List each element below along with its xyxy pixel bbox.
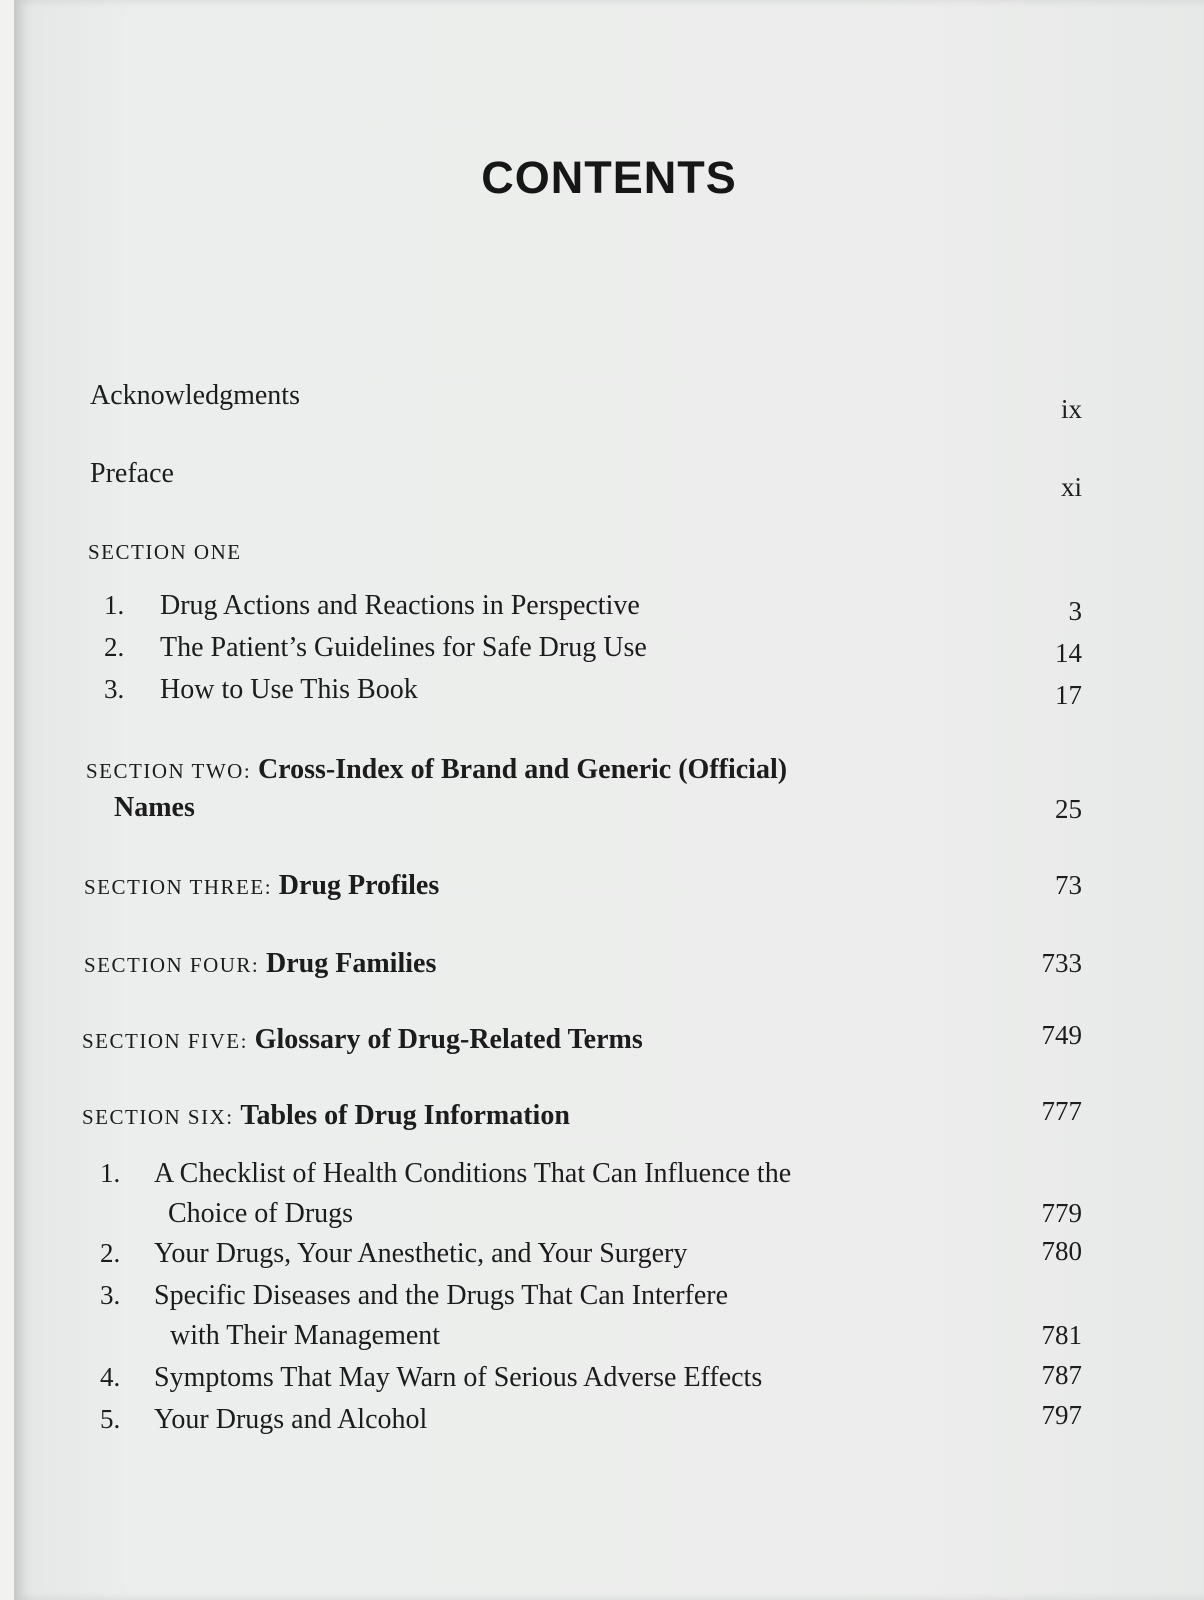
section-heading	[14, 1096, 1204, 1140]
toc-entry-label: Symptoms That May Warn of Serious Adverse Effects	[154, 1362, 763, 1393]
section-page: 733	[1041, 948, 1082, 978]
section-title: Cross-Index of Brand and Generic (Official)	[257, 754, 788, 785]
section-heading	[14, 1020, 1204, 1064]
toc-entry-label: How to Use This Book	[160, 674, 418, 705]
toc-entry-page: 781	[1041, 1320, 1082, 1350]
section-heading-label	[82, 1100, 570, 1132]
section-heading-label	[82, 1024, 643, 1056]
toc-entry	[14, 458, 1204, 502]
section-page: 749	[1041, 1020, 1082, 1050]
section-heading-prefix: SECTION THREE:	[84, 875, 273, 899]
section-heading-label	[86, 754, 787, 786]
toc-entry-page: 780	[1041, 1236, 1082, 1266]
section-title-continued: Names	[114, 792, 195, 823]
toc-entry	[14, 1158, 1204, 1198]
section-title: Glossary of Drug-Related Terms	[254, 1024, 643, 1055]
toc-entry-label-continued: Choice of Drugs	[168, 1198, 354, 1229]
toc-entry-number: 5.	[100, 1404, 121, 1434]
section-title: Drug Families	[266, 948, 437, 979]
toc-entry-number: 2.	[100, 1238, 121, 1268]
toc-entry-label: Specific Diseases and the Drugs That Can Interfere	[154, 1280, 729, 1311]
book-page	[14, 0, 1204, 1600]
toc-entry-label: Preface	[90, 458, 174, 489]
toc-entry-label: Drug Actions and Reactions in Perspective	[160, 590, 640, 621]
section-page: 25	[1055, 794, 1082, 824]
section-title: Drug Profiles	[278, 870, 440, 901]
toc-entry-number: 1.	[104, 590, 125, 620]
section-heading	[14, 948, 1204, 988]
toc-entry-number: 2.	[104, 632, 125, 662]
toc-entry-page: 3	[1068, 596, 1082, 626]
toc-entry	[14, 1238, 1204, 1278]
toc-entry-label-continued: with Their Management	[170, 1320, 441, 1351]
section-heading-prefix: SECTION FOUR:	[84, 953, 260, 977]
section-heading-label	[84, 870, 439, 902]
toc-entry	[14, 590, 1204, 630]
toc-entry-page: 779	[1041, 1198, 1082, 1228]
section-page: 777	[1041, 1096, 1082, 1126]
toc-entry-label: A Checklist of Health Conditions That Can Influence the	[154, 1158, 792, 1189]
toc-entry-number: 4.	[100, 1362, 121, 1392]
section-heading	[14, 540, 1204, 580]
section-heading-prefix: SECTION FIVE:	[82, 1029, 248, 1053]
toc-entry-number: 3.	[100, 1280, 121, 1310]
toc-entry-page: 14	[1055, 638, 1082, 668]
toc-entry-page: 797	[1041, 1400, 1082, 1430]
toc-entry-label: Your Drugs, Your Anesthetic, and Your Surgery	[154, 1238, 688, 1269]
section-heading-prefix: SECTION TWO:	[86, 759, 252, 783]
toc-entry-number: 1.	[100, 1158, 121, 1188]
section-heading-label: SECTION ONE	[88, 540, 242, 564]
section-heading-continuation	[14, 792, 1204, 832]
toc-entry-number: 3.	[104, 674, 125, 704]
section-heading-label	[84, 948, 436, 980]
toc-entry	[14, 1400, 1204, 1444]
toc-entry-label: Acknowledgments	[90, 380, 300, 411]
toc-entry-label: The Patient’s Guidelines for Safe Drug Use	[160, 632, 647, 663]
toc-entry-continuation	[14, 1198, 1204, 1238]
section-title: Tables of Drug Information	[240, 1100, 570, 1131]
toc-entry-label: Your Drugs and Alcohol	[154, 1404, 428, 1435]
toc-entry	[14, 1362, 1204, 1402]
page-title: CONTENTS	[481, 152, 737, 203]
toc-entry	[14, 380, 1204, 424]
toc-entry-page: 787	[1041, 1360, 1082, 1390]
toc-entry	[14, 674, 1204, 714]
toc-entry	[14, 1280, 1204, 1320]
toc-entry	[14, 632, 1204, 672]
section-page: 73	[1055, 870, 1082, 900]
section-heading-prefix: SECTION SIX:	[82, 1105, 234, 1129]
toc-entry-continuation	[14, 1320, 1204, 1360]
toc-entry-page: ix	[1060, 394, 1082, 424]
section-heading	[14, 754, 1204, 794]
toc-entry-page: 17	[1055, 680, 1082, 710]
toc-entry-page: xi	[1060, 472, 1082, 502]
section-heading	[14, 870, 1204, 910]
